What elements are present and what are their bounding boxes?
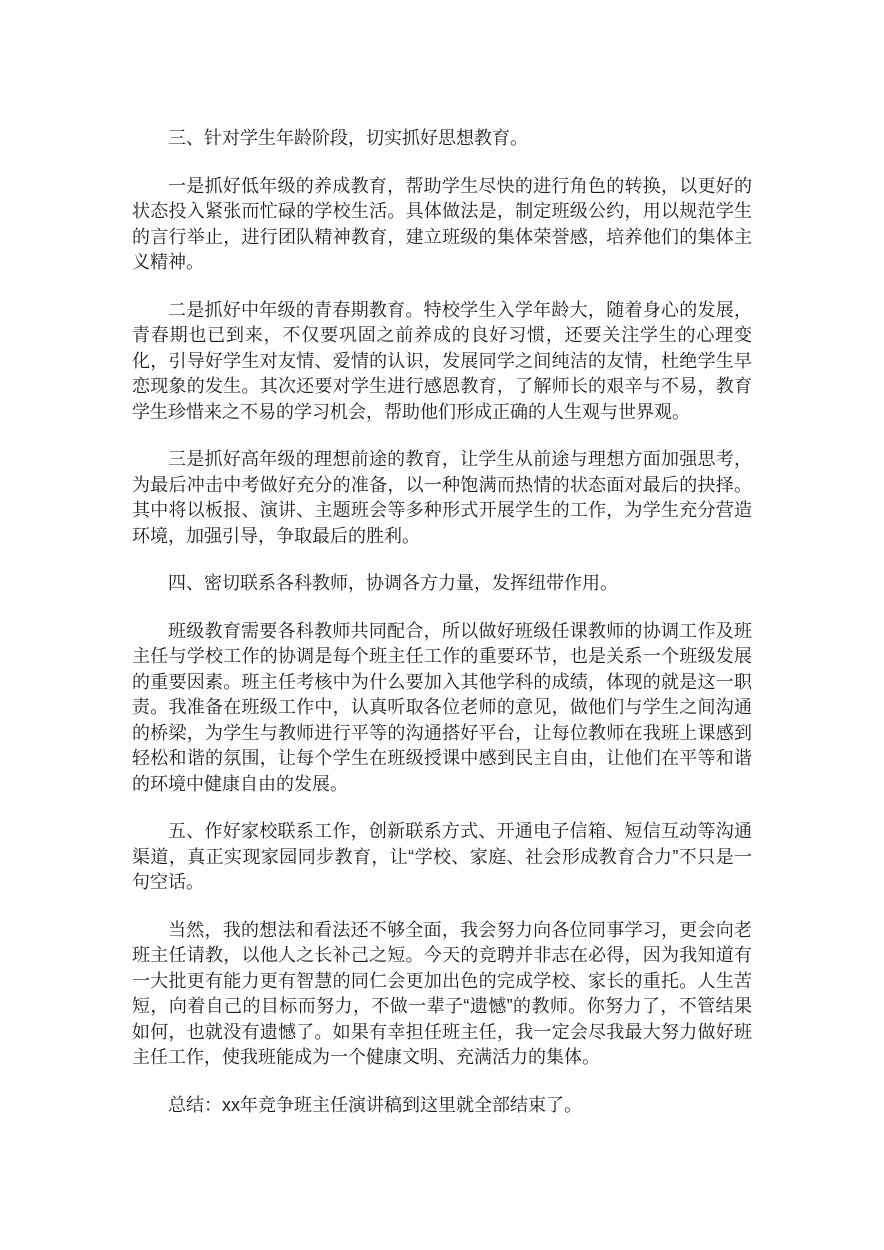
section-heading-five: 五、作好家校联系工作，创新联系方式、开通电子信箱、短信互动等沟通渠道，真正实现家园同步教育，让“学校、家庭、社会形成教育合力”不只是一句空话。 — [132, 821, 752, 892]
paragraph-teacher-coordination: 班级教育需要各科教师共同配合，所以做好班级任课教师的协调工作及班主任与学校工作的协调是每个班主任工作的重要环节，也是关系一个班级发展的重要因素。班主任考核中为什么要加入其他学科的成绩，体现的就是这一职责。我准备在班级工作中，认真听取各位老师的意见，做他们与学生之间沟通的桥梁，为学生与教师进行平等的沟通搭好平台，让每位教师在我班上课感到轻松和谐的氛围，让每个学生在班级授课中感到民主自由，让他们在平等和谐的环境中健康自由的发展。 — [132, 620, 752, 794]
paragraph-closing-remarks: 当然，我的想法和看法还不够全面，我会努力向各位同事学习，更会向老班主任请教，以他人之长补己之短。今天的竞聘并非志在必得，因为我知道有一大批更有能力更有智慧的同仁会更加出色的完成学校、家长的重托。人生苦短，向着自己的目标而努力，不做一辈子“遗憾”的教师。你努力了，不管结果如何，也就没有遗憾了。如果有幸担任班主任，我一定会尽我最大努力做好班主任工作，使我班能成为一个健康文明、充满活力的集体。 — [132, 919, 752, 1067]
paragraph-point-three: 三是抓好高年级的理想前途的教育，让学生从前途与理想方面加强思考，为最后冲击中考做好充分的准备，以一种饱满而热情的状态面对最后的抉择。其中将以板报、演讲、主题班会等多种形式开展学生的工作，为学生充分营造环境，加强引导，争取最后的胜利。 — [132, 449, 752, 546]
paragraph-point-two: 二是抓好中年级的青春期教育。特校学生入学年龄大，随着身心的发展，青春期也已到来，不仅要巩固之前养成的良好习惯，还要关注学生的心理变化，引导好学生对友情、爱情的认识，发展同学之间纯洁的友情，杜绝学生早恋现象的发生。其次还要对学生进行感恩教育，了解师长的艰辛与不易，教育学生珍惜来之不易的学习机会，帮助他们形成正确的人生观与世界观。 — [132, 299, 752, 422]
section-heading-four: 四、密切联系各科教师，协调各方力量，发挥纽带作用。 — [168, 573, 618, 593]
paragraph-point-one: 一是抓好低年级的养成教育，帮助学生尽快的进行角色的转换，以更好的状态投入紧张而忙碌的学校生活。具体做法是，制定班级公约，用以规范学生的言行举止，进行团队精神教育，建立班级的集体荣誉感，培养他们的集体主义精神。 — [132, 175, 752, 272]
section-heading-three: 三、针对学生年龄阶段，切实抓好思想教育。 — [168, 128, 528, 148]
document-content — [132, 126, 752, 1118]
paragraph-summary: 总结：xx年竞争班主任演讲稿到这里就全部结束了。 — [168, 1094, 582, 1115]
